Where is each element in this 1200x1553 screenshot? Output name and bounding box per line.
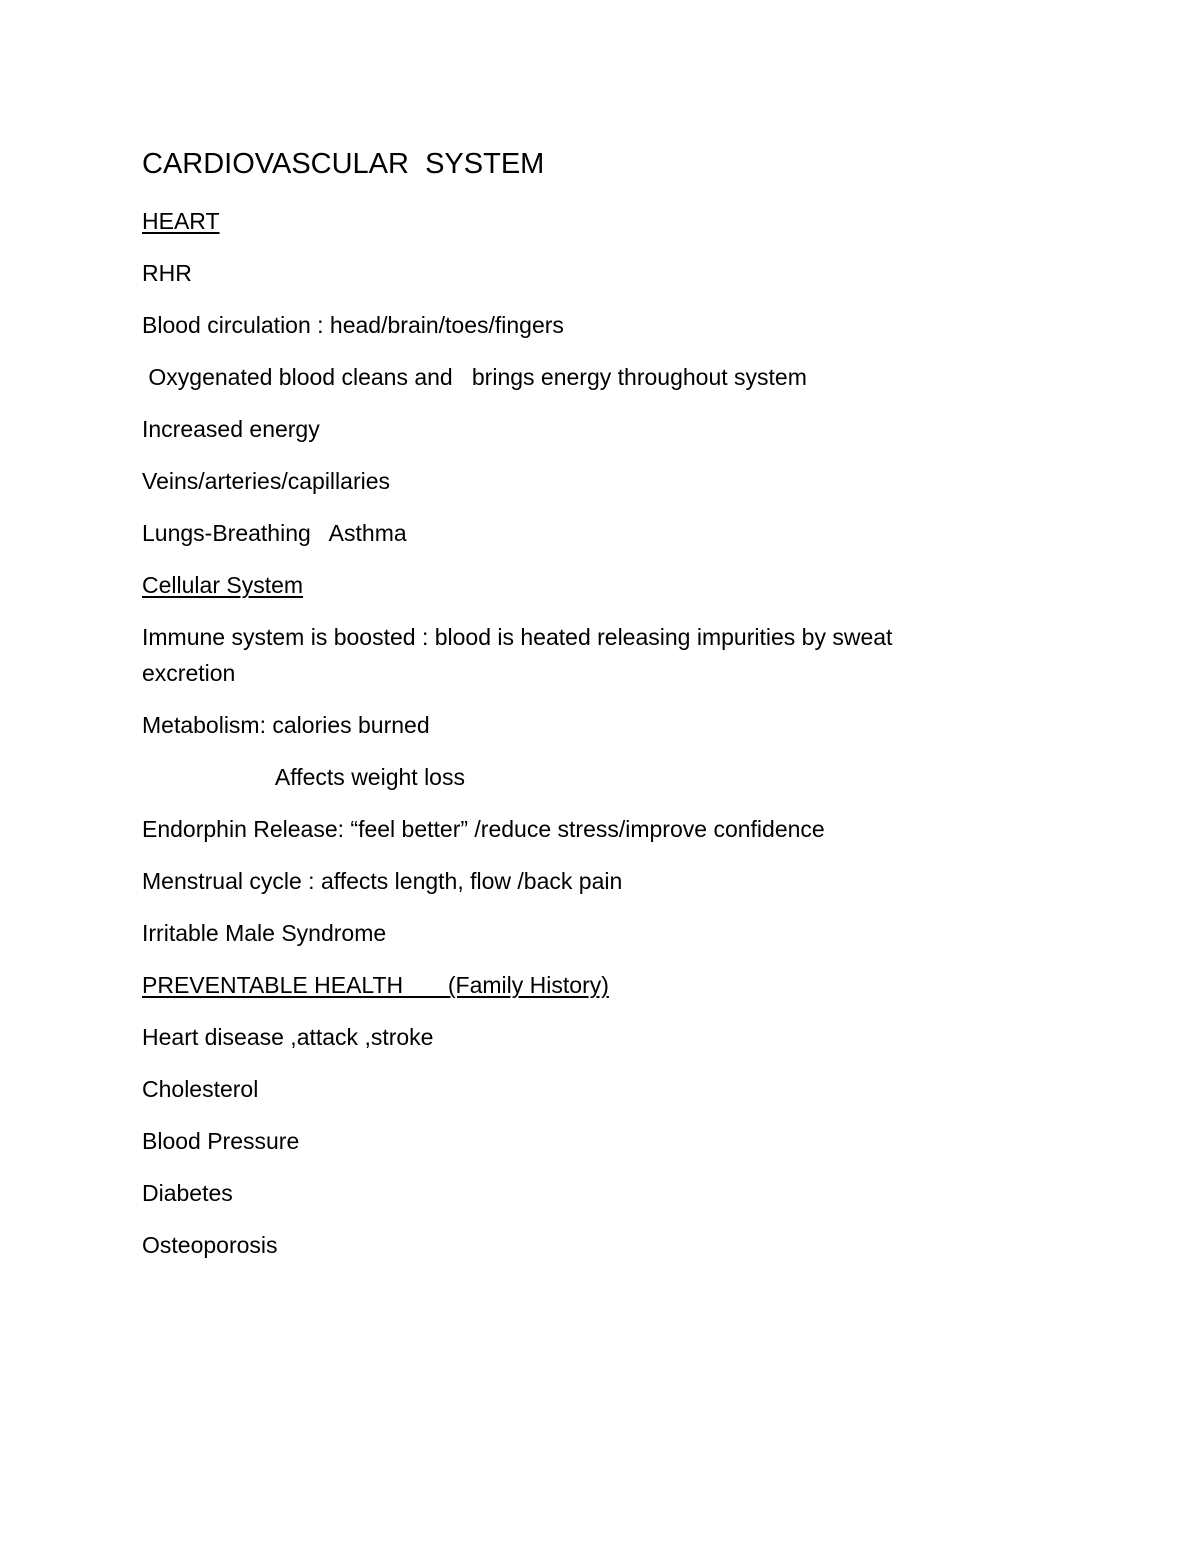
text-line: Increased energy xyxy=(142,416,320,442)
text-line: Irritable Male Syndrome xyxy=(142,920,387,946)
text-line: Immune system is boosted : blood is heated releasing impurities by sweat xyxy=(142,624,893,650)
section-heading-preventable-health: PREVENTABLE HEALTH (Family History) xyxy=(142,972,609,998)
text-line: Heart disease ,attack ,stroke xyxy=(142,1024,434,1050)
page-title: CARDIOVASCULAR SYSTEM xyxy=(142,148,545,180)
text-line: Cholesterol xyxy=(142,1076,259,1102)
section-heading-heart: HEART xyxy=(142,208,220,234)
text-line: Endorphin Release: “feel better” /reduce stress/improve confidence xyxy=(142,816,825,842)
text-line: Oxygenated blood cleans and brings energy throughout system xyxy=(142,364,807,390)
text-line: Affects weight loss xyxy=(142,764,465,790)
text-line: Osteoporosis xyxy=(142,1232,278,1258)
text-line: Blood Pressure xyxy=(142,1128,300,1154)
text-line: Veins/arteries/capillaries xyxy=(142,468,391,494)
text-line: Metabolism: calories burned xyxy=(142,712,430,738)
text-line: Lungs-Breathing Asthma xyxy=(142,520,407,546)
text-line: Menstrual cycle : affects length, flow /back pain xyxy=(142,868,623,894)
section-heading-cellular-system: Cellular System xyxy=(142,572,304,598)
text-line: Blood circulation : head/brain/toes/fingers xyxy=(142,312,564,338)
text-line: excretion xyxy=(142,660,236,686)
text-line: RHR xyxy=(142,260,192,286)
text-line: Diabetes xyxy=(142,1180,233,1206)
